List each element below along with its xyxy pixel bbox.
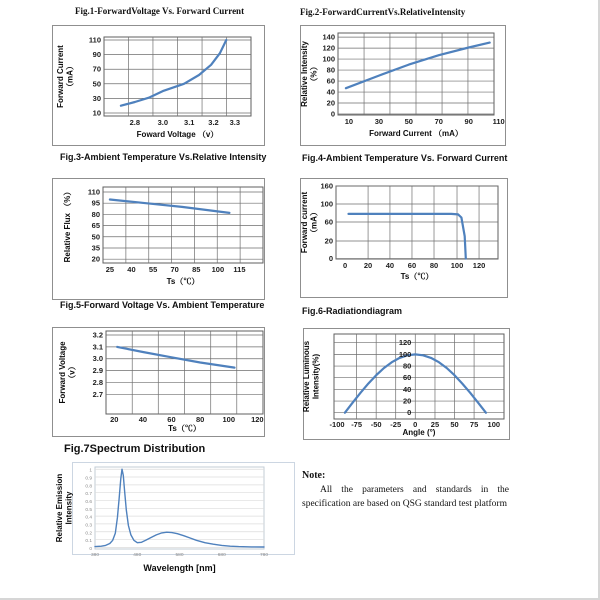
svg-text:0.3: 0.3: [85, 523, 92, 529]
svg-text:Forward Voltage（v）: Forward Voltage（v）: [58, 341, 77, 404]
note-title: Note:: [302, 470, 326, 481]
svg-text:35: 35: [91, 243, 100, 253]
fig3-title: Fig.3-Ambient Temperature Vs.Relative Intensity: [60, 152, 267, 162]
fig6-radiation-diagram: [302, 306, 510, 440]
svg-text:Forward Current（mA）: Forward Current（mA）: [56, 45, 75, 108]
fig2-chart-canvas: [300, 25, 506, 146]
svg-text:80: 80: [429, 261, 439, 270]
svg-text:580: 580: [175, 553, 184, 558]
svg-text:3.0: 3.0: [92, 354, 103, 364]
svg-text:Forward Current （mA）: Forward Current （mA）: [369, 129, 463, 138]
svg-text:110: 110: [88, 35, 101, 45]
fig7-spectrum-distribution: [55, 443, 295, 573]
svg-text:50: 50: [91, 232, 100, 242]
fig4-chart-canvas: [300, 178, 508, 298]
svg-text:10: 10: [92, 108, 101, 118]
svg-text:60: 60: [326, 76, 335, 86]
svg-text:90: 90: [464, 117, 473, 126]
svg-text:25: 25: [430, 420, 440, 429]
svg-text:0.1: 0.1: [85, 539, 92, 545]
svg-text:3.1: 3.1: [184, 118, 195, 127]
svg-text:120: 120: [472, 261, 486, 270]
fig3-chart-canvas: [52, 178, 265, 300]
fig2-title: Fig.2-ForwardCurrentVs.RelativeIntensity: [300, 7, 466, 17]
svg-text:380: 380: [90, 553, 100, 558]
svg-text:Ts（℃）: Ts（℃）: [168, 424, 201, 433]
svg-text:Ts（℃）: Ts（℃）: [400, 272, 434, 281]
svg-text:30: 30: [374, 117, 384, 126]
svg-text:20: 20: [91, 254, 100, 264]
svg-text:2.7: 2.7: [92, 389, 103, 399]
svg-text:3.0: 3.0: [157, 118, 169, 127]
svg-text:3.1: 3.1: [92, 342, 103, 352]
svg-text:70: 70: [92, 64, 101, 74]
fig4-ambient-temperature-vs-forward-current: [300, 153, 508, 298]
svg-text:-75: -75: [351, 420, 363, 429]
svg-text:80: 80: [403, 361, 412, 371]
fig1-title: Fig.1-ForwardVoltage Vs. Forward Current: [75, 6, 245, 16]
svg-text:40: 40: [385, 261, 395, 270]
svg-text:120: 120: [251, 415, 264, 424]
svg-text:100: 100: [222, 415, 236, 424]
svg-text:50: 50: [404, 117, 413, 126]
svg-text:-50: -50: [370, 420, 382, 429]
svg-text:Relative Flux （%）: Relative Flux （%）: [63, 187, 72, 263]
svg-text:480: 480: [133, 553, 142, 558]
svg-text:Ts（℃）: Ts（℃）: [166, 277, 200, 286]
svg-text:3.3: 3.3: [229, 118, 241, 127]
svg-text:25: 25: [105, 265, 115, 274]
svg-text:Forward current（mA）: Forward current（mA）: [300, 191, 319, 254]
svg-text:100: 100: [450, 261, 464, 270]
svg-text:40: 40: [127, 265, 136, 274]
svg-text:0.2: 0.2: [85, 531, 92, 537]
svg-text:0: 0: [413, 420, 418, 429]
svg-text:0.9: 0.9: [85, 476, 92, 482]
svg-text:120: 120: [322, 43, 335, 53]
svg-text:80: 80: [196, 415, 205, 424]
note-block: [302, 470, 509, 511]
svg-text:-100: -100: [329, 420, 345, 429]
svg-text:Relative Intensity（%）: Relative Intensity（%）: [300, 41, 319, 107]
svg-text:780: 780: [259, 553, 269, 558]
fig7-chart-canvas: [55, 462, 295, 573]
note-body: All the parameters and standards in the specification are based on QSG standard test platform: [302, 485, 509, 509]
svg-text:20: 20: [363, 261, 373, 270]
svg-text:680: 680: [217, 553, 226, 558]
svg-text:Relative EmissionIntensity: Relative EmissionIntensity: [55, 473, 74, 543]
svg-text:60: 60: [167, 415, 176, 424]
svg-text:0.4: 0.4: [85, 515, 92, 521]
svg-text:50: 50: [92, 79, 101, 89]
svg-text:40: 40: [403, 384, 412, 394]
svg-text:110: 110: [87, 187, 100, 197]
fig2-forward-current-vs-relative-intensity: [300, 7, 506, 146]
svg-text:20: 20: [110, 415, 119, 424]
svg-text:2.9: 2.9: [92, 366, 103, 376]
svg-text:95: 95: [91, 198, 100, 208]
fig5-chart-canvas: [52, 327, 265, 437]
svg-text:Relative LuminousIntensity(%): Relative LuminousIntensity(%): [302, 340, 321, 413]
fig1-forward-voltage-vs-forward-current: [52, 6, 265, 146]
svg-text:2.8: 2.8: [129, 118, 141, 127]
svg-text:100: 100: [320, 199, 333, 209]
svg-text:Foward Voltage （v）: Foward Voltage （v）: [136, 130, 219, 139]
svg-text:90: 90: [92, 50, 101, 60]
svg-text:100: 100: [487, 420, 501, 429]
svg-text:65: 65: [91, 221, 100, 231]
svg-text:50: 50: [450, 420, 459, 429]
svg-text:40: 40: [326, 87, 335, 97]
fig6-title: Fig.6-Radiationdiagram: [302, 306, 403, 316]
fig1-chart-canvas: [52, 25, 265, 146]
svg-text:80: 80: [91, 209, 100, 219]
fig3-ambient-temperature-vs-relative-intensity: [52, 152, 267, 300]
svg-text:60: 60: [403, 373, 412, 383]
svg-text:60: 60: [324, 217, 333, 227]
fig5-forward-voltage-vs-ambient-temperature: [52, 300, 265, 437]
svg-text:Wavelength [nm]: Wavelength [nm]: [143, 563, 216, 573]
svg-text:0: 0: [330, 109, 335, 119]
svg-text:100: 100: [211, 265, 225, 274]
svg-text:1: 1: [89, 468, 92, 474]
svg-text:3.2: 3.2: [208, 118, 219, 127]
svg-text:100: 100: [322, 54, 335, 64]
svg-text:0: 0: [328, 254, 333, 264]
svg-text:20: 20: [403, 396, 412, 406]
svg-text:0.7: 0.7: [85, 492, 92, 498]
svg-text:40: 40: [138, 415, 148, 424]
svg-text:70: 70: [434, 117, 443, 126]
svg-text:0.6: 0.6: [85, 499, 92, 505]
svg-text:120: 120: [398, 338, 412, 348]
fig6-chart-canvas: [303, 328, 510, 440]
svg-text:60: 60: [407, 261, 417, 270]
svg-text:85: 85: [192, 265, 201, 274]
svg-text:20: 20: [324, 236, 333, 246]
fig7-title: Fig.7Spectrum Distribution: [64, 443, 206, 455]
svg-text:0.8: 0.8: [85, 484, 92, 490]
svg-text:30: 30: [92, 93, 101, 103]
svg-text:80: 80: [326, 65, 335, 75]
fig5-title: Fig.5-Forward Voltage Vs. Ambient Temperature: [60, 300, 265, 310]
svg-text:160: 160: [320, 181, 333, 191]
svg-text:0: 0: [89, 546, 92, 552]
svg-text:0: 0: [342, 261, 348, 270]
svg-text:10: 10: [344, 117, 354, 126]
svg-text:2.8: 2.8: [92, 377, 103, 387]
svg-text:Angle (°): Angle (°): [402, 428, 436, 437]
svg-text:3.2: 3.2: [92, 330, 103, 340]
svg-text:115: 115: [233, 265, 246, 274]
svg-text:55: 55: [148, 265, 158, 274]
svg-text:0: 0: [407, 408, 412, 418]
svg-text:75: 75: [469, 420, 479, 429]
svg-text:-25: -25: [390, 420, 402, 429]
svg-text:0.5: 0.5: [85, 507, 92, 513]
svg-text:100: 100: [398, 349, 412, 359]
svg-text:140: 140: [322, 32, 335, 42]
svg-text:70: 70: [170, 265, 179, 274]
fig4-title: Fig.4-Ambient Temperature Vs. Forward Current: [302, 153, 508, 163]
svg-text:110: 110: [492, 117, 505, 126]
svg-text:20: 20: [326, 98, 335, 108]
